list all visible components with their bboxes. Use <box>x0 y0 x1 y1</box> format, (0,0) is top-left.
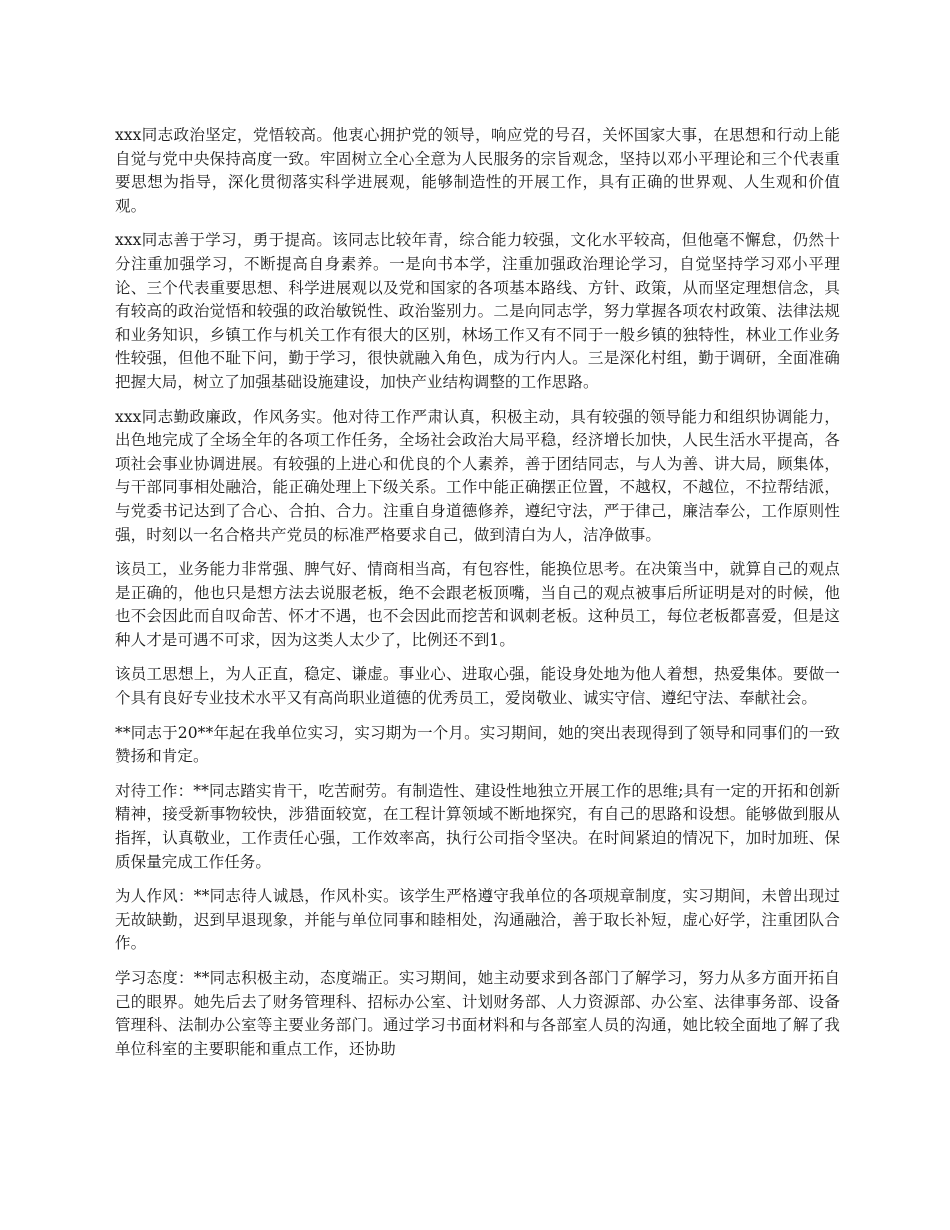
paragraph-employee-thought: 该员工思想上，为人正直，稳定、谦虚。事业心、进取心强，能设身处地为他人着想，热爱集体。要做一个具有良好专业技术水平又有高尚职业道德的优秀员工，爱岗敬业、诚实守信、遵纪守法、奉献社会。 <box>115 665 840 708</box>
paragraph-political: xxx同志政治坚定，党悟较高。他衷心拥护党的领导，响应党的号召，关怀国家大事，在思想和行动上能自觉与党中央保持高度一致。牢固树立全心全意为人民服务的宗旨观念，坚持以邓小平理论和三个代表重要思想为指导，深化贯彻落实科学进展观，能够制造性的开展工作，具有正确的世界观、人生观和价值观。 <box>115 126 840 215</box>
paragraph-integrity: xxx同志勤政廉政，作风务实。他对待工作严肃认真，积极主动，具有较强的领导能力和组织协调能力，出色地完成了全场全年的各项工作任务，全场社会政治大局平稳，经济增长加快，人民生活水平提高，各项社会事业协调进展。有较强的上进心和优良的个人素养，善于团结同志，与人为善、讲大局，顾集体，与干部同事相处融洽，能正确处理上下级关系。工作中能正确摆正位置，不越权，不越位，不拉帮结派，与党委书记达到了合心、合拍、合力。注重自身道德修养，遵纪守法，严于律己，廉洁奉公，工作原则性强，时刻以一名合格共产党员的标准严格要求自己，做到清白为人，洁净做事。 <box>115 407 840 544</box>
document-body <box>115 124 840 1072</box>
paragraph-conduct: 为人作风：**同志待人诚恳，作风朴实。该学生严格遵守我单位的各项规章制度，实习期间，未曾出现过无故缺勤，迟到早退现象，并能与单位同事和睦相处，沟通融洽，善于取长补短，虚心好学，注重团队合作。 <box>115 887 840 953</box>
paragraph-learning: xxx同志善于学习，勇于提高。该同志比较年青，综合能力较强，文化水平较高，但他毫不懈怠，仍然十分注重加强学习，不断提高自身素养。一是向书本学，注重加强政治理论学习，自觉坚持学习邓小平理论、三个代表重要思想、科学进展观以及党和国家的各项基本路线、方针、政策，从而坚定理想信念，具有较高的政治觉悟和较强的政治敏锐性、政治鉴别力。二是向同志学，努力掌握各项农村政策、法律法规和业务知识，乡镇工作与机关工作有很大的区别，林场工作又有不同于一般乡镇的独特性，林业工作业务性较强，但他不耻下问，勤于学习，很快就融入角色，成为行内人。三是深化村组，勤于调研，全面准确把握大局，树立了加强基础设施建设，加快产业结构调整的工作思路。 <box>115 231 840 391</box>
paragraph-work-attitude: 对待工作：**同志踏实肯干，吃苦耐劳。有制造性、建设性地独立开展工作的思维;具有一定的开拓和创新精神，接受新事物较快，涉猎面较宽，在工程计算领域不断地探究，有自己的思路和设想。能够做到服从指挥，认真敬业，工作责任心强，工作效率高，执行公司指令坚决。在时间紧迫的情况下，加时加班、保质保量完成工作任务。 <box>115 781 840 871</box>
paragraph-study-attitude: 学习态度：**同志积极主动，态度端正。实习期间，她主动要求到各部门了解学习，努力从多方面开拓自己的眼界。她先后去了财务管理科、招标办公室、计划财务部、人力资源部、办公室、法律事务部、设备管理科、法制办公室等主要业务部门。通过学习书面材料和与各部室人员的沟通，她比较全面地了解了我单位科室的主要职能和重点工作，还协助 <box>115 969 840 1058</box>
paragraph-internship-intro: **同志于20**年起在我单位实习，实习期为一个月。实习期间，她的突出表现得到了领导和同事们的一致赞扬和肯定。 <box>115 723 840 766</box>
paragraph-employee-ability: 该员工，业务能力非常强、脾气好、情商相当高，有包容性，能换位思考。在决策当中，就算自己的观点是正确的，他也只是想方法去说服老板，绝不会跟老板顶嘴，当自己的观点被事后所证明是对的时候，他也不会因此而自叹命苦、怀才不遇，也不会因此而挖苦和讽刺老板。这种员工，每位老板都喜爱，但是这种人才是可遇不可求，因为这类人太少了，比例还不到1。 <box>115 560 840 649</box>
